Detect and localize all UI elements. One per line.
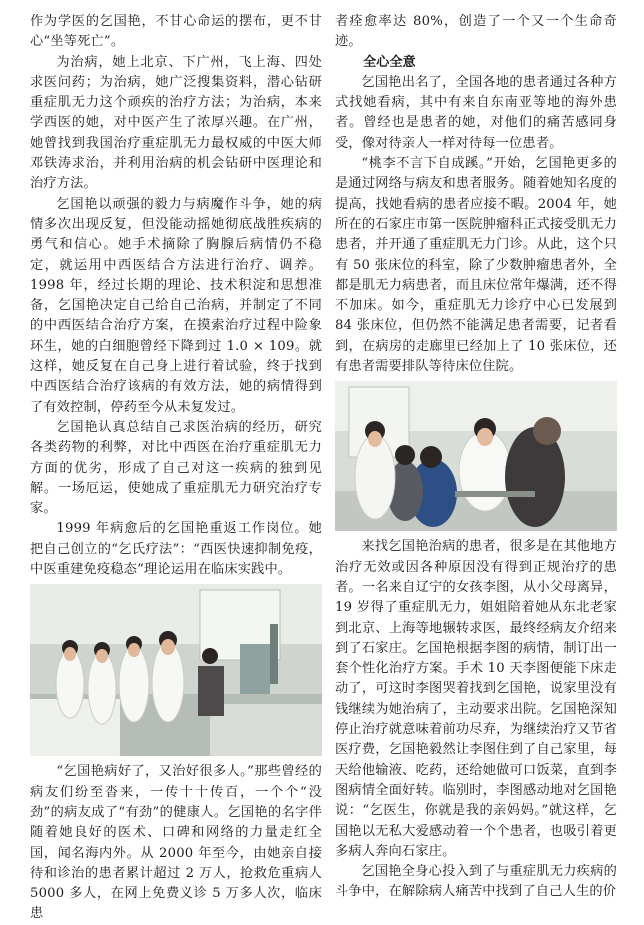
paragraph: 乞国艳出名了，全国各地的患者通过各种方式找她看病，其中有来自东南亚等地的海外患者。曾经也是患者的她，对他们的痛苦感同身受，像对待亲人一样对待每一位患者。 [335,74,617,151]
paragraph: “乞国艳病好了，又治好很多人。”那些曾经的病友们纷至沓来，一传十十传百，一个个“没劲”的病友成了“有劲”的健康人。乞国艳的名字伴随着她良好的医术、口碑和网络的力量走红全国，闻名海内外。从 2000 年至今，由她亲自接待和诊治的患者累计超过 2 万人，抢救危重病人 5000 多人，在网上免费义诊 5 万多人次，临床患 [30,764,322,922]
paragraph: “桃李不言下自成蹊。”开始，乞国艳更多的是通过网络与病友和患者服务。随着她知名度的提高，找她看病的患者应接不暇。2004 年，她所在的石家庄市第一医院肿瘤科正式接受肌无力患者，并开通了重症肌无力门诊。从此，这个只有 50 张床位的科室，除了少数肿瘤患者外，全都是肌无力病患者，而且床位常年爆满，还不得不加床。如今，重症肌无力诊疗中心已发展到 84 张床位，但仍然不能满足患者需要，记者看到，在病房的走廊里已经加上了 10 张床位，还有患者需要排队等待床位住院。 [335,156,617,375]
paragraph: 乞国艳以顽强的毅力与病魔作斗争，她的病情多次出现反复，但没能动摇她彻底战胜疾病的勇气和信心。她手术摘除了胸腺后病情仍不稳定，就运用中西医结合方法进行治疗、调养。1998 年，经过长期的理论、技术积淀和思想准备，乞国艳决定自己给自己治病，并制定了不同的中西医结合治疗方案，在摸索治疗过程中险象环生，她的白细胞曾经下降到过 1.0 × 109。就这样，她反复在自己身上进行着试验，终于找到中西医结合治疗该病的有效方法，她的病情得到了有效控制，停药至今从未复发过。 [30,196,322,415]
paragraph: 作为学医的乞国艳，不甘心命运的摆布，更不甘心“坐等死亡”。 [30,14,322,50]
paragraph: 者痊愈率达 80%，创造了一个又一个生命奇迹。 [335,14,617,50]
paragraph: 1999 年病愈后的乞国艳重返工作岗位。她把自己创立的“乞氏疗法”：“西医快速抑制免疫，中医重建免疫稳态”理论运用在临床实践中。 [30,521,322,578]
ward-round-image [30,584,322,756]
section-heading: 全心全意 [363,54,416,70]
paragraph: 乞国艳全身心投入到了与重症肌无力疾病的斗争中，在解除病人痛苦中找到了自己人生的价 [335,864,617,900]
ward-round-photo [30,584,322,756]
paragraph: 乞国艳认真总结自己求医治病的经历，研究各类药物的利弊，对比中西医在治疗重症肌无力方面的优劣，形成了自己对这一疾病的独到见解。一场厄运，使她成了重症肌无力研究治疗专家。 [30,419,322,517]
paragraph: 为治病，她上北京、下广州，飞上海、四处求医问药；为治病，她广泛搜集资料，潜心钻研重症肌无力这个顽疾的治疗方法；为治病，本来学西医的她，对中医产生了浓厚兴趣。在广州，她曾找到我国治疗重症肌无力最权威的中医大师邓铁涛求治，并利用治病的机会钻研中医理论和治疗方法。 [30,54,322,192]
paragraph: 来找乞国艳治病的患者，很多是在其他地方治疗无效或因各种原因没有得到正规治疗的患者。一名来自辽宁的女孩李图，从小父母离异，19 岁得了重症肌无力，姐姐陪着她从东北老家到北京、上海等地辗转求医，最终经病友介绍来到了石家庄。乞国艳根据李图的病情，制订出一套个性化治疗方案。手术 10 天李图便能下床走动了，可这时李图哭着找到乞国艳，说家里没有钱继续为她治病了，主动要求出院。乞国艳深知停止治疗就意味着前功尽弃，为继续治疗又节省医疗费，乞国艳毅然让李图住到了自己家里，每天给他输液、吃药，还给她做可口饭菜，直到李图病情全面好转。临别时，李图感动地对乞国艳说：“乞医生，你就是我的亲妈妈。”就这样，乞国艳以无私大爱感动着一个个患者，也吸引着更多病人奔向石家庄。 [335,539,617,859]
clinic-consultation-photo [335,381,617,531]
right-column [335,12,617,903]
left-column [30,12,322,925]
clinic-image [335,381,617,531]
